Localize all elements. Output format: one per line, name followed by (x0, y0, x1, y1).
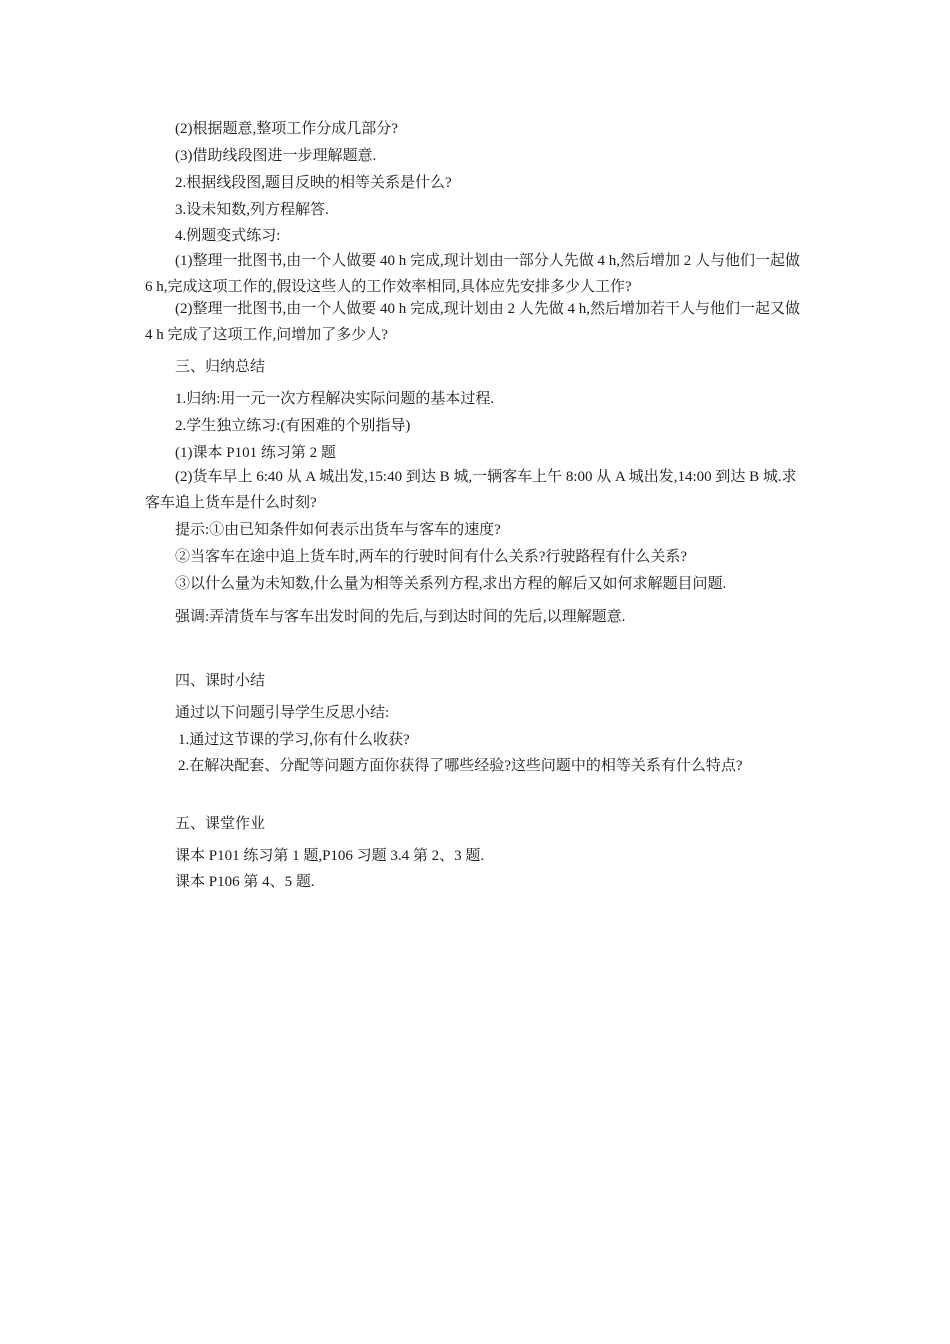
subquestion-2: (2)根据题意,整项工作分成几部分? (175, 121, 398, 137)
variant-exercise-1: (1)整理一批图书,由一个人做要 40 h 完成,现计划由一部分人先做 4 h,然后增加 2 人与他们一起做 6 h,完成这项工作的,假设这些人的工作效率相同,具体应先安排多少人工作? (145, 253, 800, 295)
practice-1: (1)课本 P101 练习第 2 题 (175, 445, 336, 461)
hint-2: ②当客车在途中追上货车时,两车的行驶时间有什么关系?行驶路程有什么关系? (175, 549, 688, 565)
summary-item-1: 1.归纳:用一元一次方程解决实际问题的基本过程. (175, 391, 495, 407)
emphasis-note: 强调:弄清货车与客车出发时间的先后,与到达时间的先后,以理解题意. (175, 609, 626, 625)
reflection-intro: 通过以下问题引导学生反思小结: (175, 705, 390, 721)
homework-line-2: 课本 P106 第 4、5 题. (175, 874, 315, 890)
step-3: 3.设未知数,列方程解答. (175, 202, 329, 218)
hint-3: ③以什么量为未知数,什么量为相等关系列方程,求出方程的解后又如何求解题目问题. (175, 576, 727, 592)
step-4: 4.例题变式练习: (175, 228, 281, 244)
practice-2: (2)货车早上 6:40 从 A 城出发,15:40 到达 B 城,一辆客车上午 8:00 从 A 城出发,14:00 到达 B 城.求客车追上货车是什么时刻? (145, 469, 797, 511)
hint-1: 提示:①由已知条件如何表示出货车与客车的速度? (175, 522, 501, 538)
subquestion-3: (3)借助线段图进一步理解题意. (175, 148, 377, 164)
step-2: 2.根据线段图,题目反映的相等关系是什么? (175, 175, 452, 191)
section-5-heading: 五、课堂作业 (175, 816, 266, 832)
section-3-heading: 三、归纳总结 (175, 359, 266, 375)
reflection-question-2: 2.在解决配套、分配等问题方面你获得了哪些经验?这些问题中的相等关系有什么特点? (178, 758, 743, 774)
variant-exercise-2: (2)整理一批图书,由一个人做要 40 h 完成,现计划由 2 人先做 4 h,然后增加若干人与他们一起又做 4 h 完成了这项工作,问增加了多少人? (145, 301, 800, 343)
section-4-heading: 四、课时小结 (175, 673, 266, 689)
homework-line-1: 课本 P101 练习第 1 题,P106 习题 3.4 第 2、3 题. (175, 848, 485, 864)
reflection-question-1: 1.通过这节课的学习,你有什么收获? (178, 732, 410, 748)
summary-item-2: 2.学生独立练习:(有困难的个别指导) (175, 418, 411, 434)
